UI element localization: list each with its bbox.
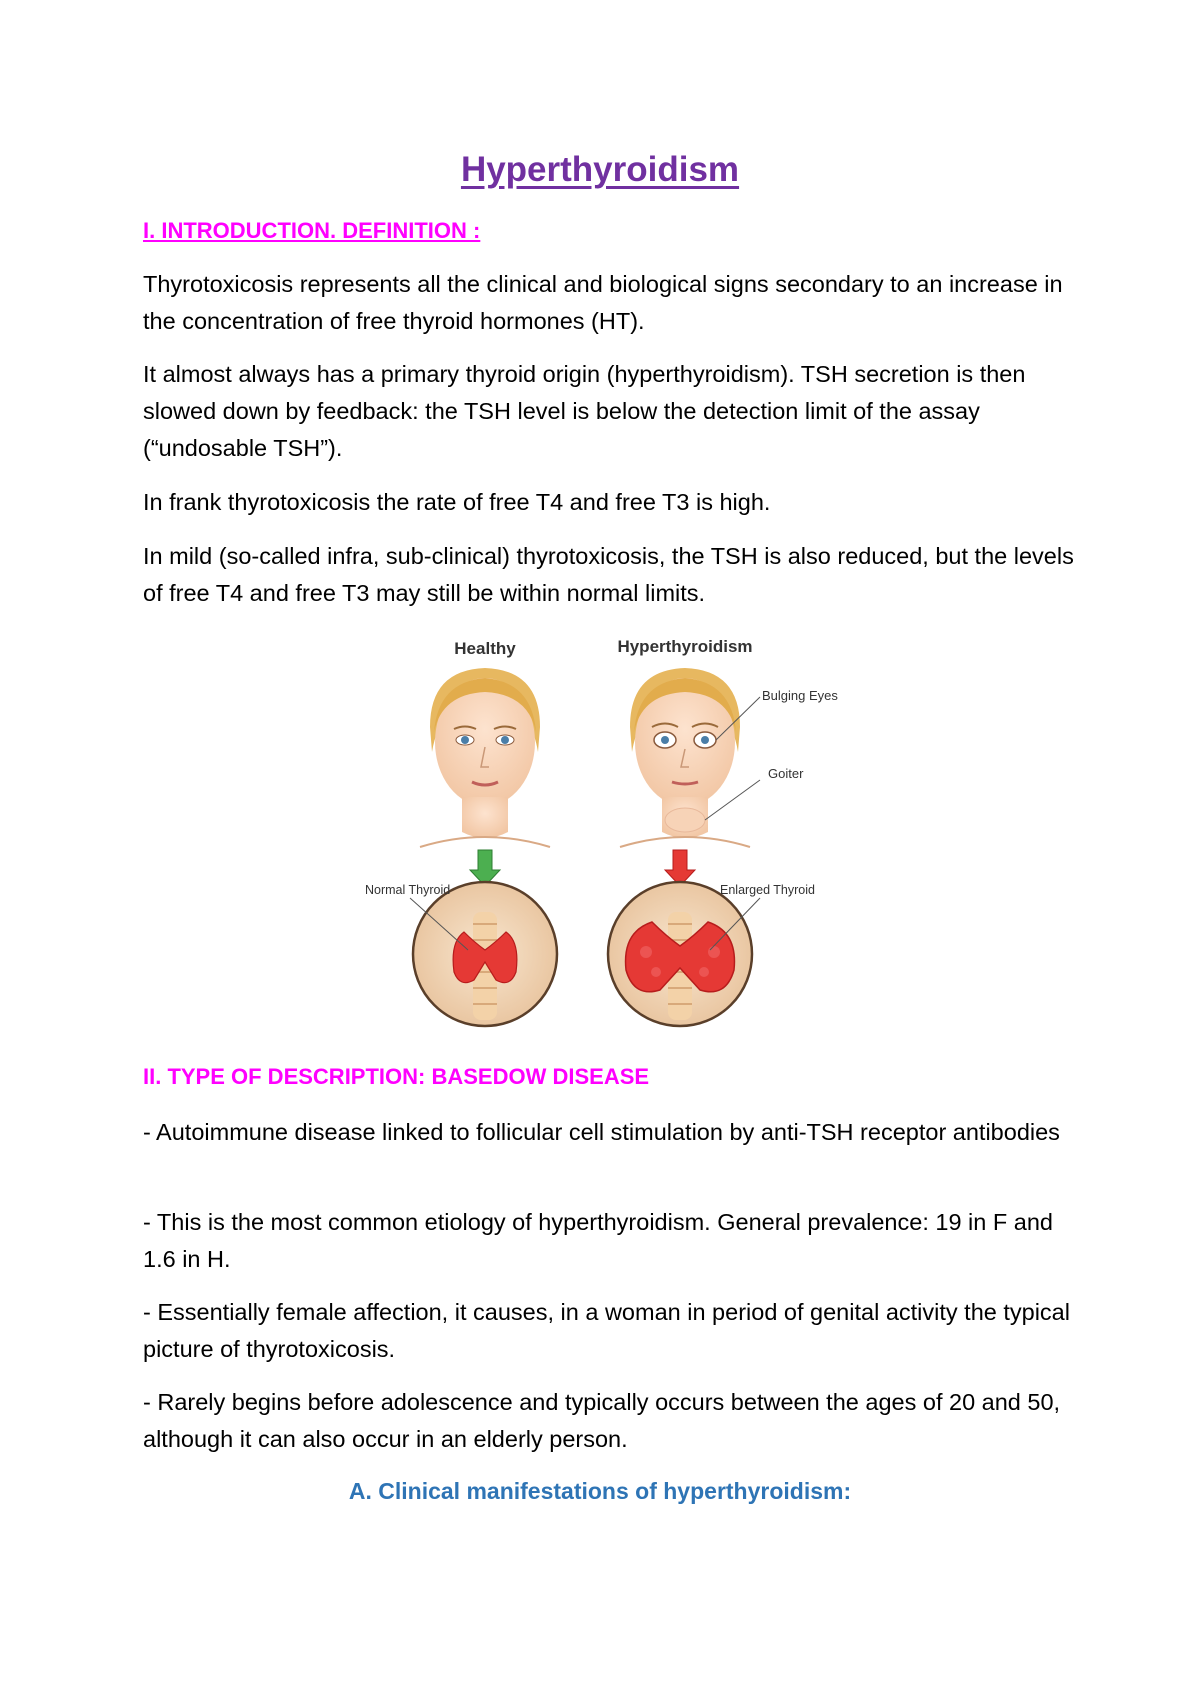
page-title: Hyperthyroidism (460, 150, 740, 189)
arrow-down-icon (470, 850, 500, 886)
section-heading-introduction: I. INTRODUCTION. DEFINITION : (143, 218, 481, 243)
paragraph: It almost always has a primary thyroid origin (hyperthyroidism). TSH secretion is then slowed down by feedback: the TSH level is below the detection limit of the assay (“undosable TSH”). (143, 361, 1026, 461)
label-healthy: Healthy (454, 639, 516, 658)
paragraph: Thyrotoxicosis represents all the clinical and biological signs secondary to an increase in the concentration of free thyroid hormones (HT). (143, 271, 1063, 334)
label-goiter: Goiter (768, 766, 804, 781)
normal-thyroid-circle (413, 882, 557, 1026)
paragraph: - Autoimmune disease linked to follicular cell stimulation by anti-TSH receptor antibodies (143, 1119, 1060, 1145)
paragraph: - Rarely begins before adolescence and typically occurs between the ages of 20 and 50, although it can also occur in an elderly person. (143, 1389, 1061, 1452)
label-hyperthyroidism: Hyperthyroidism (617, 637, 753, 656)
paragraph: In frank thyrotoxicosis the rate of free T4 and free T3 is high. (143, 489, 771, 515)
paragraph: - This is the most common etiology of hyperthyroidism. General prevalence: 19 in F and 1.6 in H. (143, 1209, 1053, 1272)
paragraph: In mild (so-called infra, sub-clinical) thyrotoxicosis, the TSH is also reduced, but the levels of free T4 and free T3 may still be within normal limits. (143, 543, 1074, 606)
label-enlarged-thyroid: Enlarged Thyroid (720, 883, 815, 897)
subsection-heading-clinical: A. Clinical manifestations of hyperthyroidism: (348, 1478, 852, 1504)
label-normal-thyroid: Normal Thyroid (365, 883, 451, 897)
label-bulging-eyes: Bulging Eyes (762, 688, 838, 703)
thyroid-illustration (360, 632, 840, 1032)
section-heading-basedow: II. TYPE OF DESCRIPTION: BASEDOW DISEASE (143, 1064, 650, 1089)
healthy-face (420, 668, 550, 847)
enlarged-thyroid-circle (608, 882, 752, 1026)
paragraph: - Essentially female affection, it causes, in a woman in period of genital activity the typical picture of thyrotoxicosis. (143, 1299, 1070, 1362)
arrow-down-icon (665, 850, 695, 886)
hyperthyroid-face (620, 668, 760, 847)
